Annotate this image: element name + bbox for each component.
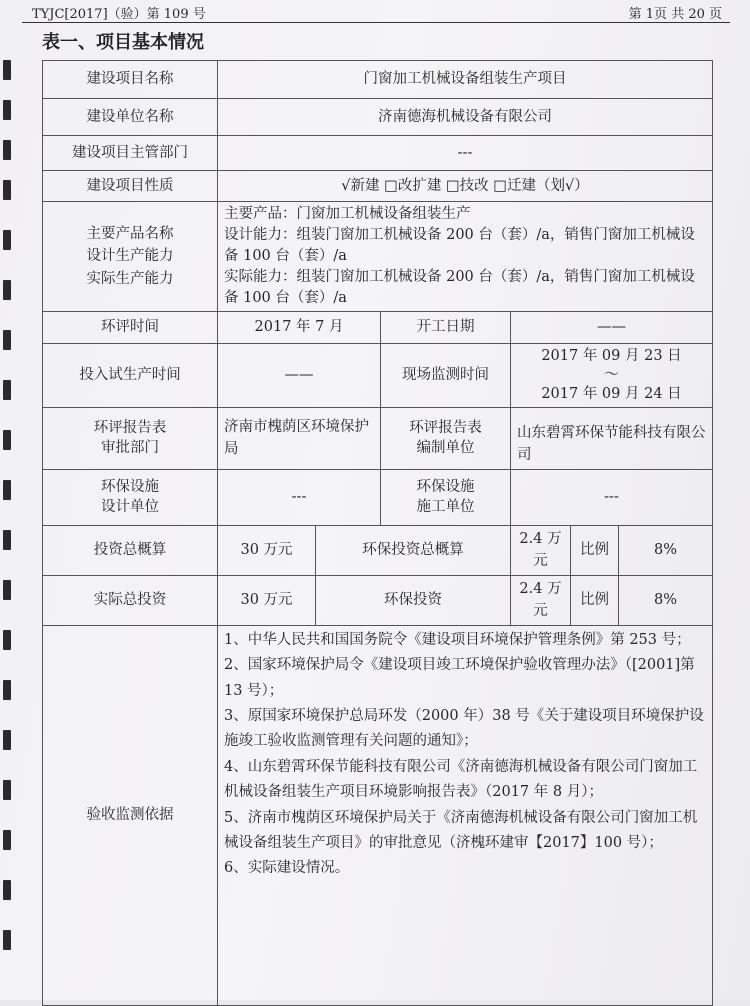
value-facility-build: --- [511,470,713,526]
label-invest-budget: 投资总概算 [43,526,218,576]
page-header [22,0,730,23]
value-product [218,202,713,312]
value-start-date: —— [511,312,713,344]
label-line: 环保设施 [416,478,475,495]
row-project-name [43,61,713,99]
value-unit-name: 济南德海机械设备有限公司 [218,99,713,136]
basis-item: 3、原国家环境保护总局环发（2000 年）38 号《关于建设项目环境保护设施竣工验收监测管理有关问题的通知》； [224,708,704,750]
value-project-name: 门窗加工机械设备组装生产项目 [218,61,713,99]
row-nature [43,171,713,202]
basis-item: 2、国家环境保护局令《建设项目竣工环境保护验收管理办法》（[2001]第 13 号）； [224,657,695,699]
value-env-budget: 2.4 万元 [511,526,571,576]
value-invest-actual: 30 万元 [218,575,316,625]
value-ratio-actual: 8% [619,575,713,625]
label-ratio-budget: 比例 [571,526,619,576]
label-eia-compiler [381,408,511,470]
binding-strip [0,0,16,1000]
row-basis [43,625,713,1005]
label-ratio-actual: 比例 [571,575,619,625]
row-unit-name [43,99,713,136]
basis-item: 5、济南市槐荫区环境保护局关于《济南德海机械设备有限公司门窗加工机械设备组装生产项目》的审批意见（济槐环建审【2017】100 号）； [224,809,698,851]
label-nature: 建设项目性质 [43,171,218,202]
label-basis: 验收监测依据 [43,625,218,1005]
product-line: 设计能力：组装门窗加工机械设备 200 台（套）/a，销售门窗加工机械设备 100 台（套）/a [224,226,695,264]
label-facility-build [381,470,511,526]
document-number: TYJC[2017]（验）第 109 号 [32,7,206,22]
label-line: 环保设施 [101,478,159,495]
page-info: 第 1页 共 20 页 [628,7,722,22]
product-line: 实际能力：组装门窗加工机械设备 200 台（套）/a，销售门窗加工机械设备 100 台（套）/a [224,269,695,307]
value-eia-compiler: 山东碧霄环保节能科技有限公司 [511,408,713,470]
project-info-table [42,60,713,1006]
label-env-actual: 环保投资 [316,575,511,625]
label-eia-time: 环评时间 [43,312,218,344]
value-nature: √新建 □改扩建 □技改 □迁建（划√） [218,171,713,202]
label-product [43,202,218,312]
label-line: 编制单位 [416,439,475,456]
value-env-actual: 2.4 万元 [511,575,571,625]
value-authority: --- [218,136,713,171]
monitor-time-line: ～ [604,367,619,384]
label-facility-design [43,470,218,526]
monitor-time-line: 2017 年 09 月 24 日 [541,385,682,402]
row-trial [43,344,713,408]
label-product-line: 主要产品名称 [86,225,174,242]
label-line: 环评报告表 [409,419,482,436]
label-env-budget: 环保投资总概算 [316,526,511,576]
label-line: 审批部门 [101,439,159,456]
label-line: 环评报告表 [93,419,167,436]
row-invest-budget [43,526,713,576]
label-monitor-time: 现场监测时间 [381,344,511,408]
label-unit-name: 建设单位名称 [43,99,218,136]
value-eia-time: 2017 年 7 月 [218,312,381,344]
value-basis [218,625,713,1005]
value-invest-budget: 30 万元 [218,526,316,576]
label-eia-approval [43,408,218,470]
product-line: 主要产品：门窗加工机械设备组装生产 [224,205,471,222]
label-line: 设计单位 [101,498,159,515]
basis-item: 4、山东碧霄环保节能科技有限公司《济南德海机械设备有限公司门窗加工机械设备组装生产项目环境影响报告表》（2017 年 8 月）； [224,758,698,801]
value-monitor-time [511,344,713,408]
row-authority [43,136,713,171]
label-invest-actual: 实际总投资 [43,575,218,625]
label-authority: 建设项目主管部门 [43,136,218,171]
row-eia-approval [43,408,713,470]
label-product-line: 设计生产能力 [86,248,174,265]
value-eia-approval: 济南市槐荫区环境保护局 [218,408,381,470]
row-eia-time [43,312,713,344]
section-title: 表一、项目基本情况 [42,32,204,53]
label-project-name: 建设项目名称 [43,61,218,99]
label-line: 施工单位 [416,498,475,515]
row-env-facility [43,470,713,526]
label-product-line: 实际生产能力 [86,270,174,287]
label-trial: 投入试生产时间 [43,344,218,408]
value-facility-design: --- [218,470,381,526]
value-trial: —— [218,344,381,408]
monitor-time-line: 2017 年 09 月 23 日 [541,348,682,365]
basis-item: 6、实际建设情况。 [224,860,350,877]
basis-item: 1、中华人民共和国国务院令《建设项目环境保护管理条例》第 253 号； [224,631,691,648]
row-invest-actual [43,575,713,625]
row-product [43,202,713,312]
label-start-date: 开工日期 [381,312,511,344]
value-ratio-budget: 8% [619,526,713,576]
